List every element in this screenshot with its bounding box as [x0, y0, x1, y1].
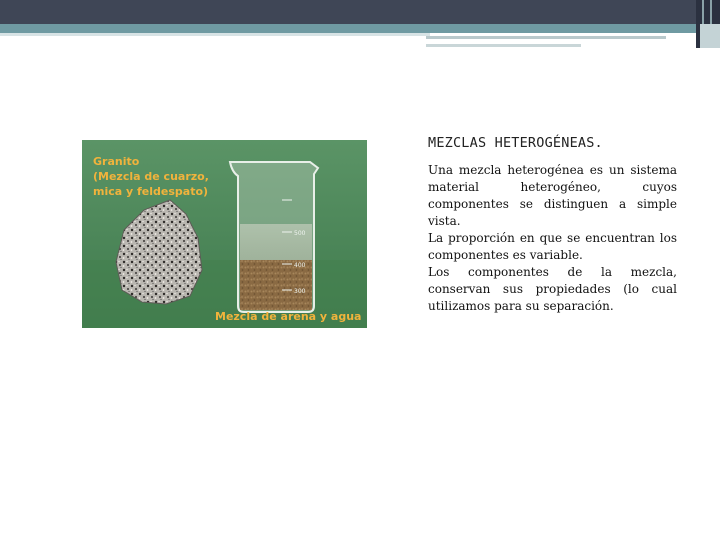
header-corner-tab — [700, 24, 720, 48]
beaker-mark: 300 — [294, 288, 306, 295]
granite-label: Granito (Mezcla de cuarzo, mica y feldespato) — [93, 155, 209, 198]
slide-title: MEZCLAS HETEROGÉNEAS. — [428, 135, 603, 151]
beaker-mark: 400 — [294, 262, 306, 269]
header-band-teal — [0, 24, 720, 33]
body-paragraph: Los componentes de la mezcla, conservan sus propiedades (lo cual utilizamos para su separación. — [428, 265, 677, 313]
header-band-light — [0, 33, 430, 36]
slide-body — [428, 162, 677, 315]
beaker-mark: 500 — [294, 230, 306, 237]
mixtures-photo — [82, 140, 367, 328]
sand-water-label: Mezcla de arena y agua — [215, 310, 362, 323]
body-paragraph: Una mezcla heterogénea es un sistema material heterogéneo, cuyos componentes se distinguen a simple vista. — [428, 163, 677, 228]
body-paragraph: La proporción en que se encuentran los componentes es variable. — [428, 231, 677, 262]
header-accent-line-short — [426, 44, 581, 47]
header-band-dark — [0, 0, 720, 24]
header-accent-line — [426, 36, 666, 39]
